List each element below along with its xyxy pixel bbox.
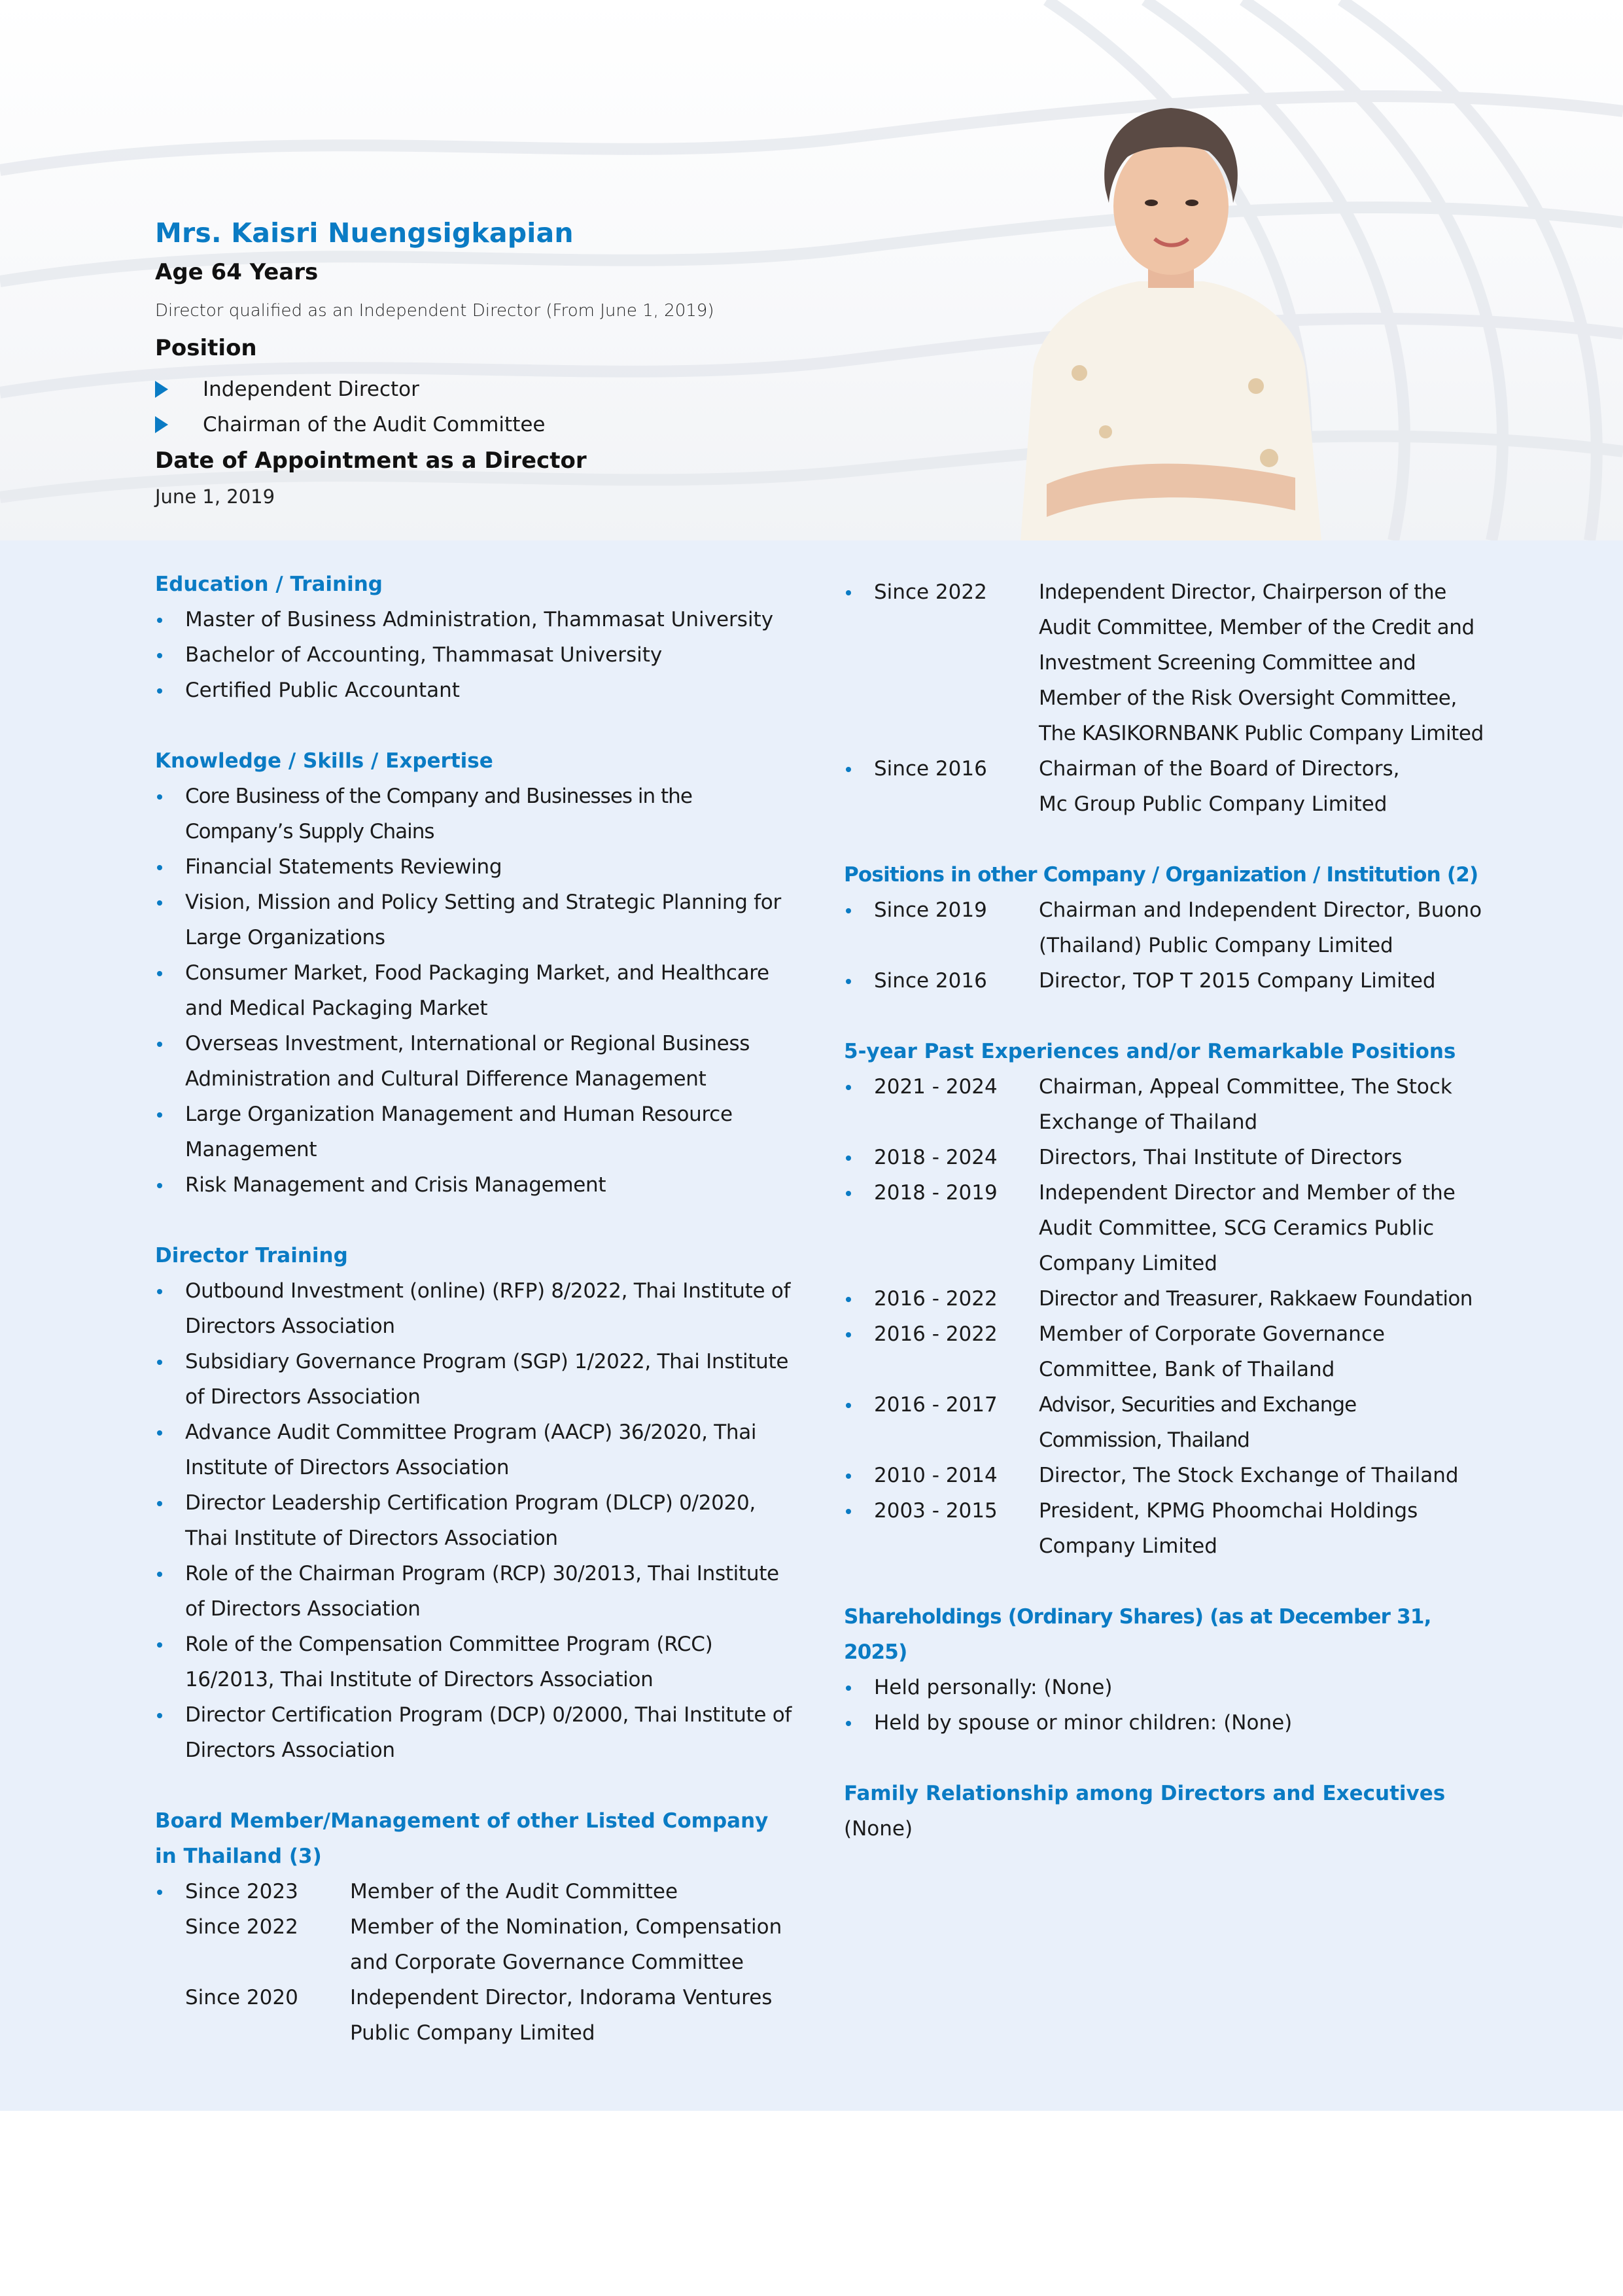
past-experience-section xyxy=(844,1034,1485,1564)
table-row xyxy=(844,963,1485,998)
table-row xyxy=(844,1316,1485,1387)
knowledge-section xyxy=(155,743,796,1203)
table-row xyxy=(844,1493,1485,1564)
table-row xyxy=(844,892,1485,963)
description: Chairman of the Board of Directors, Mc Group Public Company Limited xyxy=(1039,757,1400,816)
triangle-bullet-icon xyxy=(155,416,168,433)
listed-company-list-right xyxy=(844,574,1485,822)
period: 2018 - 2024 xyxy=(874,1146,998,1169)
description: Member of the Nomination, Compensation and Corporate Governance Committee xyxy=(350,1915,782,1974)
table-row xyxy=(155,1909,796,1980)
listed-company-heading-line2: in Thailand (3) xyxy=(155,1845,322,1868)
period: 2010 - 2014 xyxy=(874,1464,998,1487)
listed-company-section xyxy=(155,1803,796,2051)
description: Chairman and Independent Director, Buono (Thailand) Public Company Limited xyxy=(1039,898,1482,957)
other-positions-heading: Positions in other Company / Organization / Institution (2) xyxy=(844,863,1478,887)
list-item: Consumer Market, Food Packaging Market, and Healthcare and Medical Packaging Market xyxy=(155,955,796,1026)
shareholdings-list xyxy=(844,1670,1485,1740)
table-row xyxy=(844,751,1485,822)
director-training-list xyxy=(155,1273,796,1768)
list-item: Director Leadership Certification Program (DLCP) 0/2020, Thai Institute of Directors Association xyxy=(155,1485,796,1556)
period: 2018 - 2019 xyxy=(874,1181,998,1205)
list-item: Financial Statements Reviewing xyxy=(155,849,796,885)
description: Director, The Stock Exchange of Thailand xyxy=(1039,1464,1459,1487)
family-relationship-value: (None) xyxy=(844,1817,913,1841)
education-list xyxy=(155,602,796,708)
period: Since 2023 xyxy=(185,1880,298,1903)
description: President, KPMG Phoomchai Holdings Company Limited xyxy=(1039,1499,1418,1558)
past-experience-heading: 5-year Past Experiences and/or Remarkable Positions xyxy=(844,1040,1456,1063)
education-section xyxy=(155,567,796,708)
list-item: Overseas Investment, International or Regional Business Administration and Cultural Difference Management xyxy=(155,1026,796,1097)
table-row xyxy=(844,1069,1485,1140)
list-item: Role of the Compensation Committee Program (RCC) 16/2013, Thai Institute of Directors Association xyxy=(155,1627,796,1697)
list-item: Advance Audit Committee Program (AACP) 36/2020, Thai Institute of Directors Association xyxy=(155,1415,796,1485)
table-row xyxy=(844,1175,1485,1281)
director-name: Mrs. Kaisri Nuengsigkapian xyxy=(155,217,574,249)
listed-company-list-left xyxy=(155,1874,796,2051)
list-item: Held personally: (None) xyxy=(844,1670,1485,1705)
table-row xyxy=(844,1281,1485,1316)
left-column xyxy=(155,567,796,2051)
list-item: Vision, Mission and Policy Setting and Strategic Planning for Large Organizations xyxy=(155,885,796,955)
list-item: Core Business of the Company and Businesses in the Company’s Supply Chains xyxy=(155,779,796,849)
description: Director and Treasurer, Rakkaew Foundation xyxy=(1039,1287,1473,1311)
listed-company-heading xyxy=(155,1803,796,1874)
director-portrait xyxy=(1007,92,1335,540)
right-column xyxy=(844,574,1485,1846)
shareholdings-section xyxy=(844,1599,1485,1740)
director-qualification: Director qualified as an Independent Director (From June 1, 2019) xyxy=(155,301,714,321)
description: Directors, Thai Institute of Directors xyxy=(1039,1146,1403,1169)
position-list xyxy=(155,372,546,442)
list-item: Certified Public Accountant xyxy=(155,673,796,708)
description: Independent Director, Chairperson of the Audit Committee, Member of the Credit and Investment Screening Committee and Member of the Risk Oversight Committee, The KASIKORNBANK Public Company Limited xyxy=(1039,580,1484,745)
knowledge-list xyxy=(155,779,796,1203)
other-positions-list xyxy=(844,892,1485,998)
description: Chairman, Appeal Committee, The Stock Exchange of Thailand xyxy=(1039,1075,1452,1134)
table-row xyxy=(844,1387,1485,1458)
description: Independent Director and Member of the Audit Committee, SCG Ceramics Public Company Limited xyxy=(1039,1181,1456,1275)
past-experience-list xyxy=(844,1069,1485,1564)
period: Since 2016 xyxy=(874,969,987,993)
family-relationship-heading: Family Relationship among Directors and Executives xyxy=(844,1782,1446,1805)
period: Since 2019 xyxy=(874,898,987,922)
position-label: Independent Director xyxy=(203,378,419,401)
shareholdings-heading: Shareholdings (Ordinary Shares) (as at December 31, 2025) xyxy=(844,1605,1431,1664)
position-heading: Position xyxy=(155,335,257,361)
period: 2003 - 2015 xyxy=(874,1499,998,1523)
appointment-date: June 1, 2019 xyxy=(155,486,275,508)
director-age: Age 64 Years xyxy=(155,259,319,285)
appointment-heading: Date of Appointment as a Director xyxy=(155,448,587,474)
list-item: Subsidiary Governance Program (SGP) 1/2022, Thai Institute of Directors Association xyxy=(155,1344,796,1415)
description: Independent Director, Indorama Ventures Public Company Limited xyxy=(350,1986,773,2045)
table-row xyxy=(844,1140,1485,1175)
period: Since 2016 xyxy=(874,757,987,781)
list-item: Outbound Investment (online) (RFP) 8/2022, Thai Institute of Directors Association xyxy=(155,1273,796,1344)
triangle-bullet-icon xyxy=(155,381,168,398)
period: 2016 - 2017 xyxy=(874,1393,998,1417)
table-row xyxy=(844,574,1485,751)
table-row xyxy=(155,1980,796,2051)
position-item xyxy=(155,372,546,407)
education-heading: Education / Training xyxy=(155,573,383,596)
list-item: Bachelor of Accounting, Thammasat University xyxy=(155,637,796,673)
period: Since 2022 xyxy=(185,1915,298,1939)
family-relationship-section xyxy=(844,1776,1485,1846)
period: 2016 - 2022 xyxy=(874,1287,998,1311)
knowledge-heading: Knowledge / Skills / Expertise xyxy=(155,749,493,773)
period: Since 2022 xyxy=(874,580,987,604)
period: 2016 - 2022 xyxy=(874,1322,998,1346)
list-item: Risk Management and Crisis Management xyxy=(155,1167,796,1203)
list-item: Role of the Chairman Program (RCP) 30/2013, Thai Institute of Directors Association xyxy=(155,1556,796,1627)
position-label: Chairman of the Audit Committee xyxy=(203,413,546,436)
director-training-heading: Director Training xyxy=(155,1244,348,1267)
table-row xyxy=(844,1458,1485,1493)
description: Advisor, Securities and Exchange Commission, Thailand xyxy=(1039,1393,1357,1452)
director-training-section xyxy=(155,1238,796,1768)
list-item: Large Organization Management and Human Resource Management xyxy=(155,1097,796,1167)
description: Member of the Audit Committee xyxy=(350,1880,678,1903)
description: Director, TOP T 2015 Company Limited xyxy=(1039,969,1436,993)
other-positions-section xyxy=(844,857,1485,998)
position-item xyxy=(155,407,546,442)
listed-company-heading-line1: Board Member/Management of other Listed Company xyxy=(155,1809,769,1833)
list-item: Held by spouse or minor children: (None) xyxy=(844,1705,1485,1740)
period: Since 2020 xyxy=(185,1986,298,2009)
description: Member of Corporate Governance Committee, Bank of Thailand xyxy=(1039,1322,1385,1381)
period: 2021 - 2024 xyxy=(874,1075,998,1099)
list-item: Director Certification Program (DCP) 0/2000, Thai Institute of Directors Association xyxy=(155,1697,796,1768)
list-item: Master of Business Administration, Thammasat University xyxy=(155,602,796,637)
table-row xyxy=(155,1874,796,1909)
